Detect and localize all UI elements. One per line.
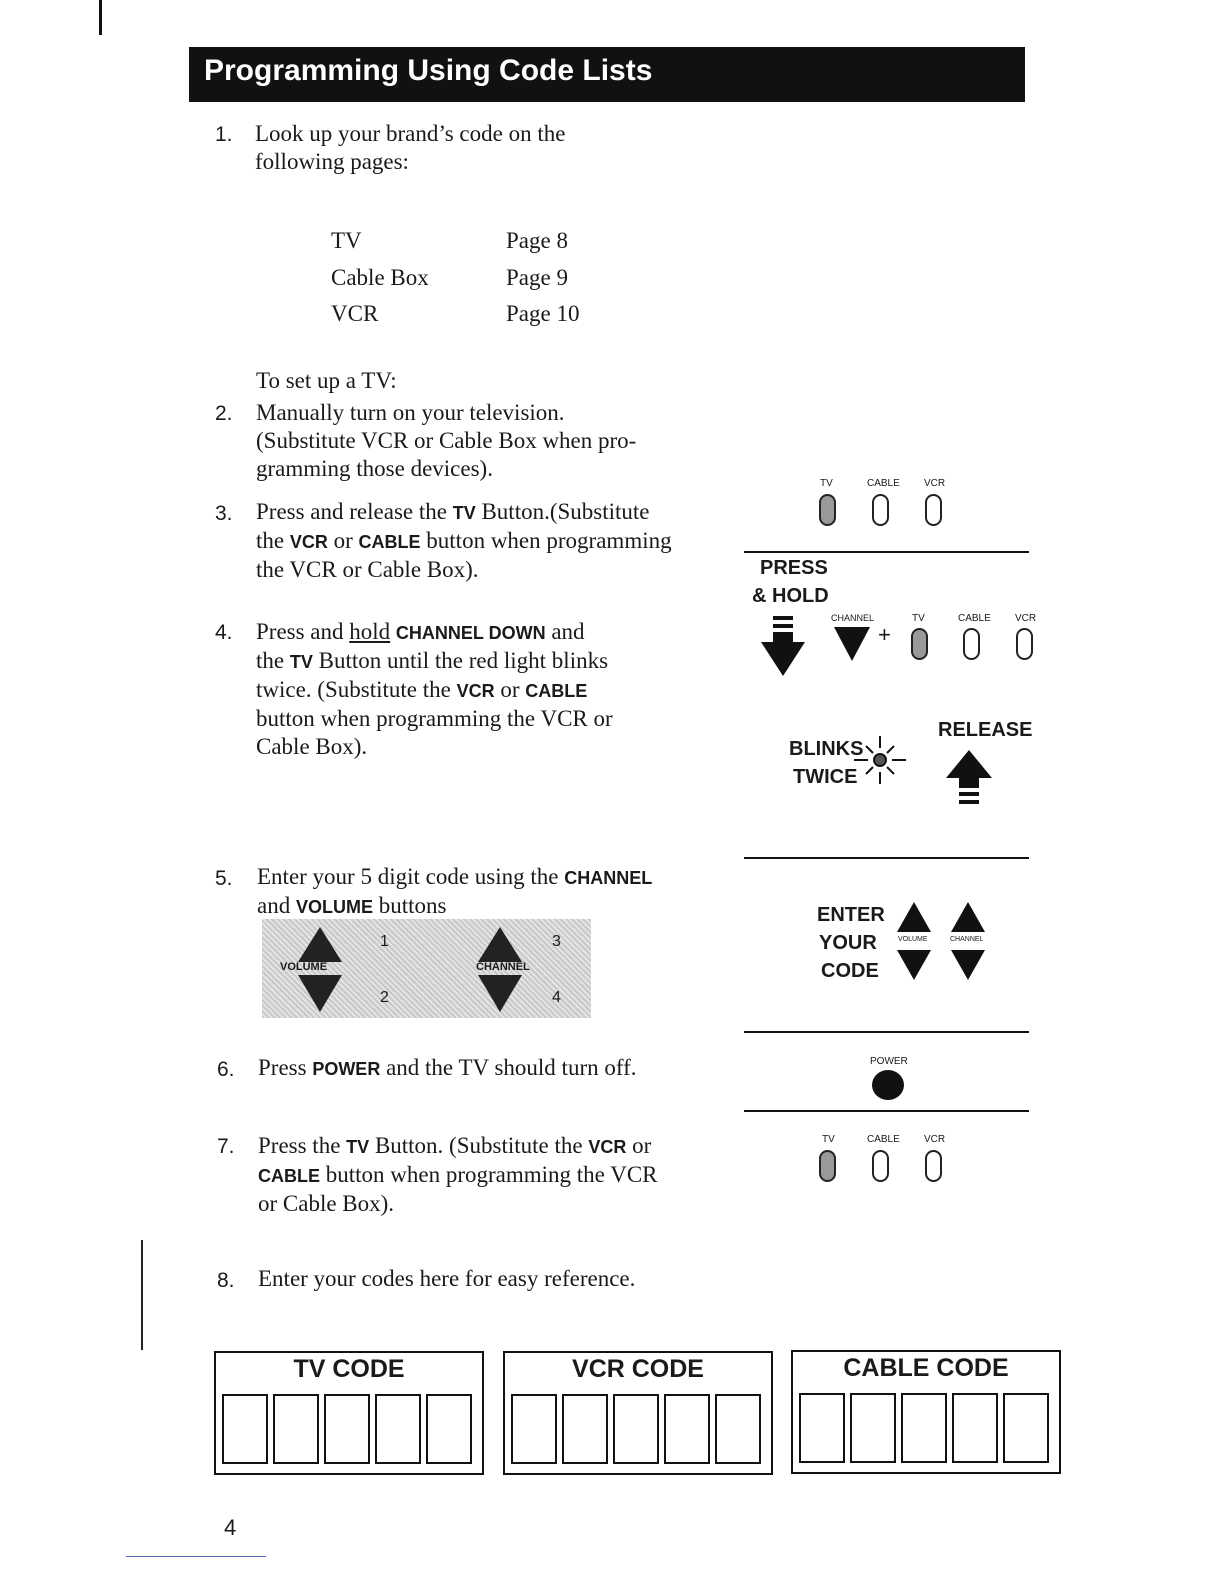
- vcr-button-icon: [1016, 628, 1033, 660]
- text: Enter your 5 digit code using the: [257, 864, 565, 889]
- vcr-label: VCR: [924, 1134, 946, 1145]
- text: or: [327, 528, 359, 553]
- code-digit-cell[interactable]: [952, 1393, 998, 1463]
- code-digit-cell[interactable]: [613, 1394, 659, 1464]
- step-number: 6.: [217, 1058, 235, 1081]
- text: Button.(Substitute: [475, 499, 650, 524]
- cable-label: CABLE: [867, 1134, 900, 1145]
- your-label: YOUR: [819, 932, 877, 954]
- volume-label: VOLUME: [898, 936, 928, 943]
- key-label: CABLE: [358, 532, 421, 552]
- cable-button-icon: [963, 628, 980, 660]
- code-label: CODE: [821, 960, 879, 982]
- remote-keypad-illustration: [262, 919, 591, 1018]
- step-4-text: [256, 618, 613, 761]
- keypad-key-4: 4: [552, 989, 561, 1006]
- step-number: 4.: [215, 621, 233, 644]
- text: button when programming the VCR: [320, 1162, 658, 1187]
- text: and the TV should turn off.: [380, 1055, 637, 1080]
- divider: [744, 857, 1029, 859]
- scan-margin-mark: [99, 0, 102, 35]
- step-1-line: Look up your brand’s code on the: [255, 121, 566, 146]
- text: the: [256, 528, 290, 553]
- tv-code-box: [214, 1351, 484, 1475]
- text: Press and: [256, 619, 350, 644]
- text: Press the: [258, 1133, 347, 1158]
- text: and: [257, 893, 296, 918]
- step-number: 7.: [217, 1135, 235, 1158]
- table-row: [331, 260, 579, 297]
- cable-code-box: [791, 1350, 1061, 1474]
- text: Press and release the: [256, 499, 453, 524]
- blinks-label: BLINKS: [789, 738, 864, 760]
- keypad-key-1: 1: [380, 933, 389, 950]
- code-box-title: TV CODE: [293, 1355, 405, 1383]
- tv-label: TV: [820, 478, 833, 489]
- page-table: [331, 223, 579, 333]
- step-number: 1.: [215, 123, 233, 146]
- code-digit-cell[interactable]: [901, 1393, 947, 1463]
- text: Press: [258, 1055, 313, 1080]
- tv-button-icon: [911, 628, 928, 660]
- text: twice. (Substitute the: [256, 677, 457, 702]
- key-label: CHANNEL DOWN: [395, 623, 546, 643]
- vcr-button-icon: [925, 1150, 942, 1182]
- code-digit-cell[interactable]: [1003, 1393, 1049, 1463]
- code-digit-cell[interactable]: [511, 1394, 557, 1464]
- keypad-key-3: 3: [552, 933, 561, 950]
- key-label: VOLUME: [295, 897, 373, 917]
- code-digit-cell[interactable]: [375, 1394, 421, 1464]
- key-label: CABLE: [258, 1166, 320, 1186]
- text: the VCR or Cable Box).: [256, 557, 479, 582]
- channel-down-arrow-icon: [832, 625, 872, 663]
- hold-label: & HOLD: [752, 585, 829, 607]
- cable-label: CABLE: [867, 478, 900, 489]
- step-number: 2.: [215, 402, 233, 425]
- key-label: TV: [346, 1137, 370, 1157]
- table-device: VCR: [331, 301, 379, 326]
- step-2-line: (Substitute VCR or Cable Box when pro-: [256, 428, 637, 453]
- text: and: [545, 619, 585, 644]
- enter-label: ENTER: [817, 904, 885, 926]
- code-digit-cell[interactable]: [222, 1394, 268, 1464]
- press-down-arrow-icon: [757, 614, 817, 680]
- release-label: RELEASE: [938, 719, 1033, 741]
- tv-label: TV: [912, 613, 925, 624]
- title-bar: [189, 47, 1025, 102]
- release-up-arrow-icon: [944, 748, 994, 810]
- table-row: [331, 223, 579, 260]
- text: or: [626, 1133, 652, 1158]
- channel-label: CHANNEL: [831, 613, 875, 623]
- keypad-channel-label: CHANNEL: [476, 961, 530, 973]
- vcr-label: VCR: [1015, 613, 1037, 624]
- underlined-word: hold: [349, 619, 391, 644]
- divider: [744, 551, 1029, 553]
- code-digit-cell[interactable]: [324, 1394, 370, 1464]
- vcr-button-icon: [925, 494, 942, 526]
- code-box-title: VCR CODE: [572, 1355, 704, 1383]
- scan-bottom-rule: [126, 1556, 266, 1557]
- blinking-light-icon: [848, 732, 912, 788]
- key-label: VCR: [588, 1137, 627, 1157]
- code-digit-cell[interactable]: [715, 1394, 761, 1464]
- table-row: [331, 296, 579, 333]
- key-label: TV: [452, 503, 476, 523]
- cable-button-icon: [872, 1150, 889, 1182]
- key-label: VCR: [289, 532, 328, 552]
- table-page: Page 8: [506, 228, 568, 253]
- channel-label: CHANNEL: [950, 936, 984, 943]
- step-2-line: gramming those devices).: [256, 456, 493, 481]
- table-page: Page 10: [506, 301, 580, 326]
- step-3-text: [256, 498, 672, 584]
- step-1-text: [255, 120, 565, 176]
- code-digit-cell[interactable]: [273, 1394, 319, 1464]
- text: or Cable Box).: [258, 1191, 395, 1216]
- text: Cable Box).: [256, 734, 368, 759]
- plus-sign: +: [878, 622, 891, 647]
- keypad-key-2: 2: [380, 989, 389, 1006]
- key-label: TV: [289, 652, 313, 672]
- step-5-text: [257, 863, 652, 921]
- table-device: Cable Box: [331, 264, 429, 290]
- divider: [744, 1031, 1029, 1033]
- cable-button-icon: [872, 494, 889, 526]
- code-digit-cell[interactable]: [799, 1393, 845, 1463]
- step-8-text: Enter your codes here for easy reference.: [258, 1266, 636, 1291]
- cable-label: CABLE: [958, 613, 991, 624]
- press-label: PRESS: [760, 557, 828, 579]
- text: or: [494, 677, 526, 702]
- code-box-title: CABLE CODE: [843, 1354, 1009, 1382]
- tv-label: TV: [822, 1134, 835, 1145]
- text: the: [256, 648, 290, 673]
- key-label: CHANNEL: [564, 868, 653, 888]
- scan-margin-mark: [141, 1240, 143, 1350]
- setup-tv-label: To set up a TV:: [256, 368, 397, 393]
- code-digit-cell[interactable]: [562, 1394, 608, 1464]
- table-page: Page 9: [506, 264, 568, 290]
- step-7-text: [258, 1132, 658, 1218]
- tv-button-icon: [819, 494, 836, 526]
- step-2-text: [256, 399, 636, 483]
- code-digit-cell[interactable]: [850, 1393, 896, 1463]
- vcr-label: VCR: [924, 478, 946, 489]
- step-6-text: [258, 1054, 637, 1083]
- divider: [744, 1110, 1029, 1112]
- step-1-line: following pages:: [255, 149, 409, 174]
- text: button when programming the VCR or: [256, 706, 613, 731]
- keypad-volume-label: VOLUME: [280, 961, 328, 973]
- power-label: POWER: [870, 1056, 908, 1067]
- text: button when programming: [420, 528, 672, 553]
- code-digit-cell[interactable]: [426, 1394, 472, 1464]
- step-number: 3.: [215, 502, 233, 525]
- vcr-code-box: [503, 1351, 773, 1475]
- page-number: 4: [224, 1515, 237, 1540]
- text: Button. (Substitute the: [369, 1133, 589, 1158]
- text: Button until the red light blinks: [312, 648, 609, 673]
- table-device: TV: [331, 228, 362, 253]
- code-digit-cell[interactable]: [664, 1394, 710, 1464]
- step-2-line: Manually turn on your television.: [256, 400, 565, 425]
- key-label: CABLE: [525, 681, 588, 701]
- step-number: 8.: [217, 1269, 235, 1292]
- twice-label: TWICE: [793, 766, 858, 788]
- key-label: VCR: [456, 681, 495, 701]
- page-title: Programming Using Code Lists: [204, 54, 653, 87]
- text: buttons: [372, 893, 447, 918]
- tv-button-icon: [819, 1150, 836, 1182]
- power-button-icon: [872, 1070, 904, 1100]
- key-label: POWER: [312, 1059, 381, 1079]
- step-number: 5.: [215, 867, 233, 890]
